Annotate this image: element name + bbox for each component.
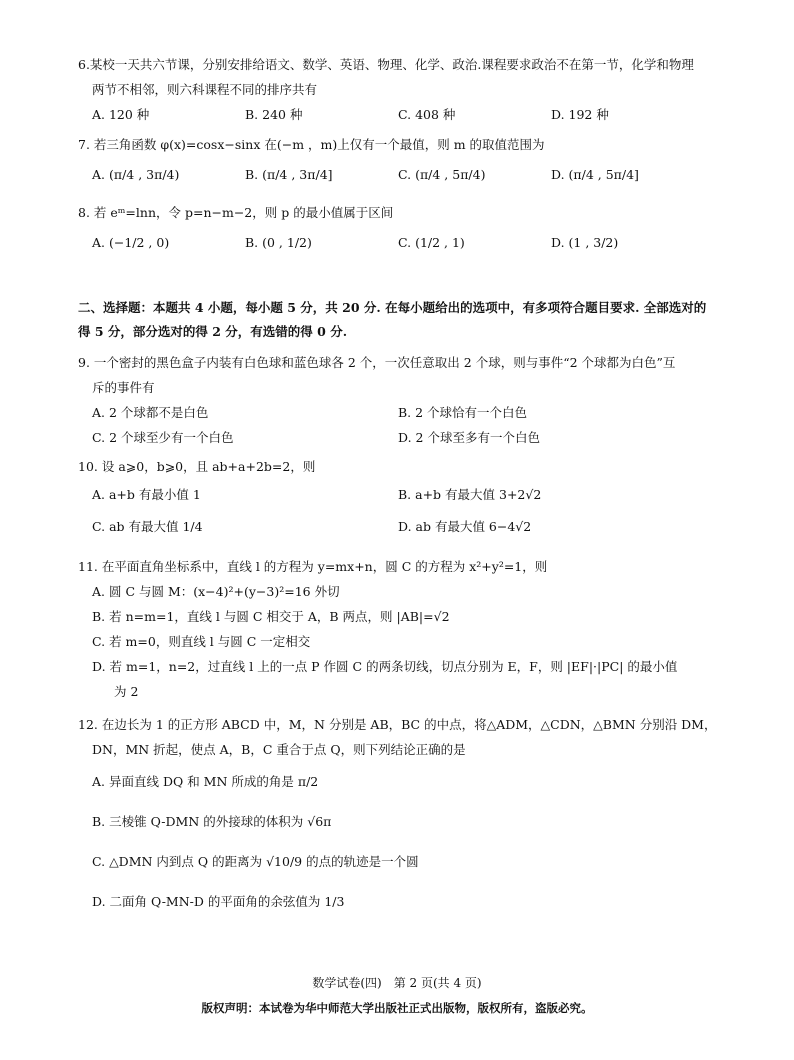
section-2-line-2: 得 5 分，部分选对的得 2 分，有选错的得 0 分.	[78, 324, 348, 339]
question-6-option-b: B. 240 种	[245, 107, 303, 122]
question-7	[78, 132, 728, 193]
question-9-options	[78, 400, 728, 450]
question-7-option-c: C. (π/4 , 5π/4)	[398, 167, 486, 182]
question-12-option-a: A. 异面直线 DQ 和 MN 所成的角是 π/2	[92, 774, 319, 789]
section-2-heading	[78, 296, 728, 344]
question-10-option-c: C. ab 有最大值 1/4	[92, 519, 203, 534]
question-7-option-d: D. (π/4 , 5π/4]	[551, 167, 639, 182]
section-2-line-1: 二、选择题：本题共 4 小题，每小题 5 分，共 20 分. 在每小题给出的选项中，有多项符合题目要求. 全部选对的	[78, 300, 707, 315]
question-11-option-b: B. 若 n=m=1，直线 l 与圆 C 相交于 A，B 两点，则 |AB|=√2	[92, 609, 450, 624]
question-11-option-d-cont: 为 2	[114, 684, 139, 699]
question-12-stem: 12. 在边长为 1 的正方形 ABCD 中，M，N 分别是 AB，BC 的中点，将△ADM，△CDN，△BMN 分别沿 DM，	[78, 717, 717, 732]
question-9-option-b: B. 2 个球恰有一个白色	[398, 405, 528, 420]
question-11-stem: 11. 在平面直角坐标系中，直线 l 的方程为 y=mx+n，圆 C 的方程为 x²+y²=1，则	[78, 559, 548, 574]
question-11-option-d: D. 若 m=1，n=2，过直线 l 上的一点 P 作圆 C 的两条切线，切点分别为 E，F，则 |EF|·|PC| 的最小值	[92, 659, 678, 674]
question-6-option-d: D. 192 种	[551, 107, 609, 122]
question-7-options	[78, 157, 728, 193]
copyright-notice: 版权声明：本试卷为华中师范大学出版社正式出版物，版权所有，盗版必究。	[201, 1001, 593, 1015]
question-6-option-c: C. 408 种	[398, 107, 456, 122]
question-9-stem: 9. 一个密封的黑色盒子内装有白色球和蓝色球各 2 个，一次任意取出 2 个球，则与事件“2 个球都为白色”互	[78, 355, 676, 370]
question-10-option-d: D. ab 有最大值 6−4√2	[398, 519, 532, 534]
question-12-option-d: D. 二面角 Q-MN-D 的平面角的余弦值为 1/3	[92, 894, 345, 909]
question-12-option-c: C. △DMN 内到点 Q 的距离为 √10/9 的点的轨迹是一个圆	[92, 854, 419, 869]
question-12-option-b: B. 三棱锥 Q-DMN 的外接球的体积为 √6π	[92, 814, 332, 829]
question-10-options	[78, 479, 728, 543]
question-9-option-a: A. 2 个球都不是白色	[92, 405, 209, 420]
question-8	[78, 200, 728, 261]
question-6-option-a: A. 120 种	[92, 107, 150, 122]
question-10-option-a: A. a+b 有最小值 1	[92, 487, 201, 502]
question-8-option-c: C. (1/2 , 1)	[398, 235, 465, 250]
question-6-options	[78, 102, 728, 127]
question-6	[78, 52, 728, 127]
question-7-stem: 7. 若三角函数 φ(x)=cosx−sinx 在(−m ，m)上仅有一个最值，则 m 的取值范围为	[78, 137, 545, 152]
question-8-option-a: A. (−1/2 , 0)	[92, 235, 170, 250]
question-10-option-b: B. a+b 有最大值 3+2√2	[398, 487, 542, 502]
question-9-option-d: D. 2 个球至多有一个白色	[398, 430, 540, 445]
question-11-option-c: C. 若 m=0，则直线 l 与圆 C 一定相交	[92, 634, 311, 649]
question-8-stem: 8. 若 eᵐ=lnn，令 p=n−m−2，则 p 的最小值属于区间	[78, 205, 394, 220]
question-8-option-d: D. (1 , 3/2)	[551, 235, 619, 250]
question-11	[78, 554, 728, 704]
question-8-options	[78, 225, 728, 261]
question-8-option-b: B. (0 , 1/2)	[245, 235, 312, 250]
question-6-stem: 6.某校一天共六节课，分别安排给语文、数学、英语、物理、化学、政治.课程要求政治不在第一节，化学和物理	[78, 57, 694, 72]
question-7-option-a: A. (π/4 , 3π/4)	[92, 167, 180, 182]
question-12-stem-cont: DN，MN 折起，使点 A，B，C 重合于点 Q，则下列结论正确的是	[92, 742, 466, 757]
question-10-stem: 10. 设 a⩾0，b⩾0，且 ab+a+2b=2，则	[78, 459, 316, 474]
question-9-stem-cont: 斥的事件有	[92, 380, 155, 395]
question-10	[78, 454, 728, 543]
question-6-stem-cont: 两节不相邻，则六科课程不同的排序共有	[92, 82, 318, 97]
question-11-option-a: A. 圆 C 与圆 M：(x−4)²+(y−3)²=16 外切	[92, 584, 340, 599]
question-9	[78, 350, 728, 450]
page-footer-label: 数学试卷(四) 第 2 页(共 4 页)	[312, 976, 482, 990]
question-7-option-b: B. (π/4 , 3π/4]	[245, 167, 333, 182]
question-12	[78, 712, 728, 922]
question-9-option-c: C. 2 个球至少有一个白色	[92, 430, 234, 445]
